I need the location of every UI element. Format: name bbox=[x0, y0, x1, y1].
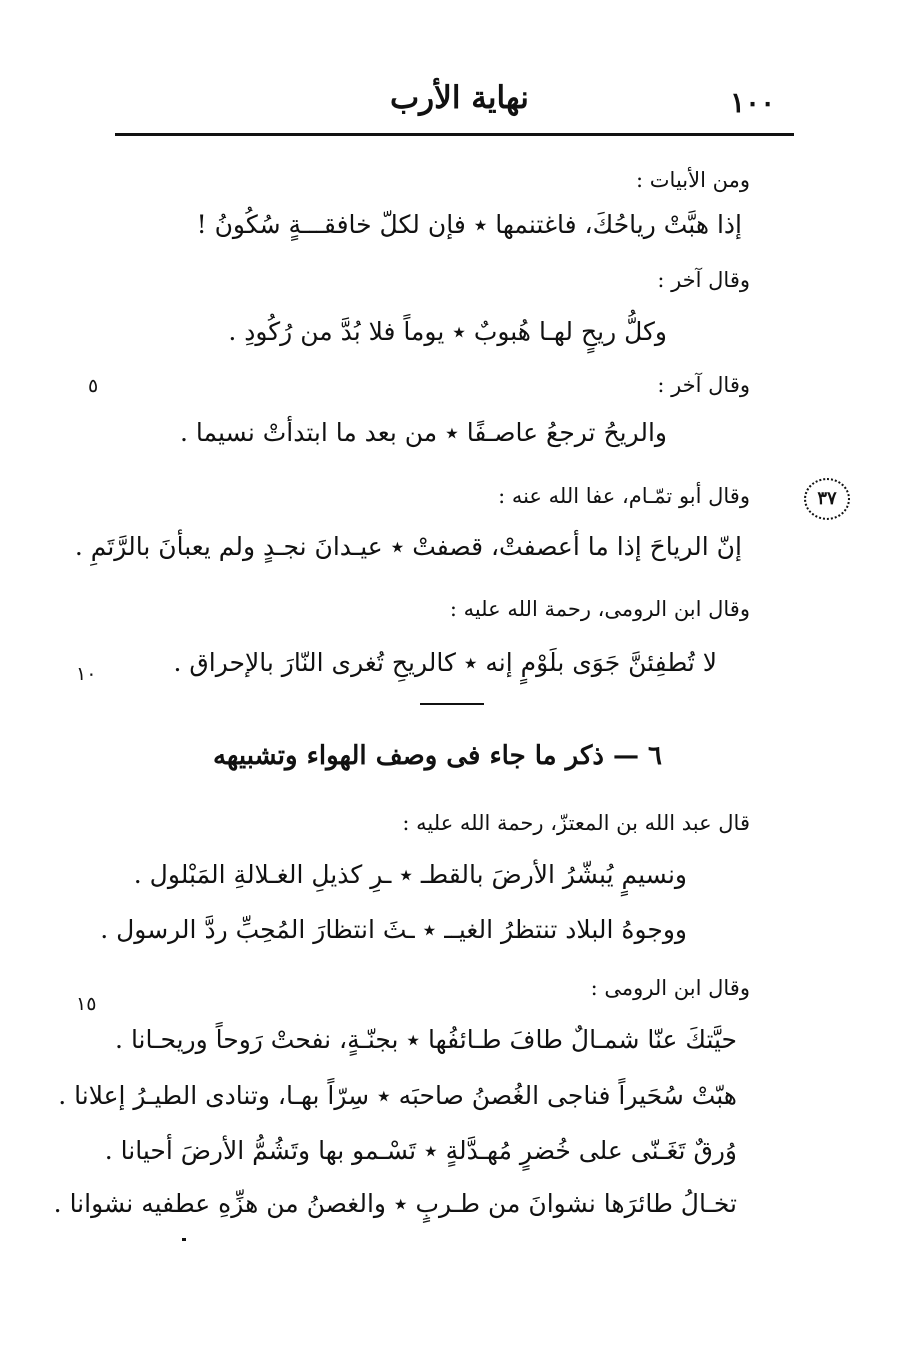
section-heading: ٦ — ذكر ما جاء فى وصف الهواء وتشبيهه bbox=[212, 741, 662, 771]
verse-7c: وُرقٌ تَغَـنّى على خُضرٍ مُهـدَّلةٍ ٭ تَسْـمو بها وتَشُمُّ الأرضَ أحيانا . bbox=[104, 1136, 737, 1165]
margin-line-number-10: ١٠ bbox=[76, 663, 97, 685]
intro-line-3: وقال آخر : bbox=[657, 373, 750, 397]
intro-line-7: وقال ابن الرومى : bbox=[590, 976, 750, 1000]
section-divider bbox=[420, 703, 484, 705]
verse-6b: ووجوهُ البلاد تنتظرُ الغيــ ٭ ـثَ انتظارَ المُحِبِّ ردَّ الرسول . bbox=[100, 915, 687, 944]
intro-line-5: وقال ابن الرومى، رحمة الله عليه : bbox=[449, 597, 750, 621]
margin-line-number-15: ١٥ bbox=[76, 993, 97, 1015]
page-number: ١٠٠ bbox=[730, 86, 776, 119]
ink-dot bbox=[182, 1238, 186, 1241]
verse-3: والريحُ ترجعُ عاصـفًا ٭ من بعد ما ابتدأتْ نسيما . bbox=[180, 418, 667, 447]
intro-line-2: وقال آخر : bbox=[657, 268, 750, 292]
verse-4: إنّ الرياحَ إذا ما أعصفتْ، قصفتْ ٭ عيـدانَ نجـدٍ ولم يعبأنَ بالرَّتَمِ . bbox=[74, 532, 742, 561]
folio-stamp: ٣٧ bbox=[804, 478, 850, 520]
verse-7d: تخـالُ طائرَها نشوانَ من طـربٍ ٭ والغصنُ من هزِّهِ عطفيه نشوانا . bbox=[53, 1189, 737, 1218]
verse-5: لا تُطفِئنَّ جَوَى بلَوْمٍ إنه ٭ كالريحِ تُغرى النّارَ بالإحراق . bbox=[173, 648, 717, 677]
verse-7a: حيَّتكَ عنّا شمـالٌ طافَ طـائفُها ٭ بجنّـةٍ، نفحتْ رَوحاً وريحـانا . bbox=[115, 1025, 737, 1054]
intro-line-4: وقال أبو تمّـام، عفا الله عنه : bbox=[498, 484, 750, 508]
verse-1: إذا هبَّتْ رياحُكَ، فاغتنمها ٭ فإن لكلّ خافقـــةٍ سُكُونُ ! bbox=[196, 210, 742, 239]
intro-line-6: قال عبد الله بن المعتزّ، رحمة الله عليه : bbox=[402, 811, 750, 835]
intro-line-1: ومن الأبيات : bbox=[636, 168, 750, 192]
verse-6a: ونسيمٍ يُبشّرُ الأرضَ بالقطـ ٭ ـرِ كذيلِ الغـلالةِ المَبْلول . bbox=[133, 860, 687, 889]
verse-2: وكلُّ ريحٍ لهـا هُبوبٌ ٭ يوماً فلا بُدَّ من رُكُودِ . bbox=[228, 317, 667, 346]
verse-7b: هبّتْ سُحَيراً فناجى الغُصنُ صاحبَه ٭ سِرّاً بهـا، وتنادى الطيـرُ إعلانا . bbox=[58, 1081, 737, 1110]
running-title: نهاية الأرب bbox=[390, 80, 529, 116]
header-rule bbox=[115, 133, 794, 136]
margin-line-number-5: ٥ bbox=[88, 375, 99, 397]
